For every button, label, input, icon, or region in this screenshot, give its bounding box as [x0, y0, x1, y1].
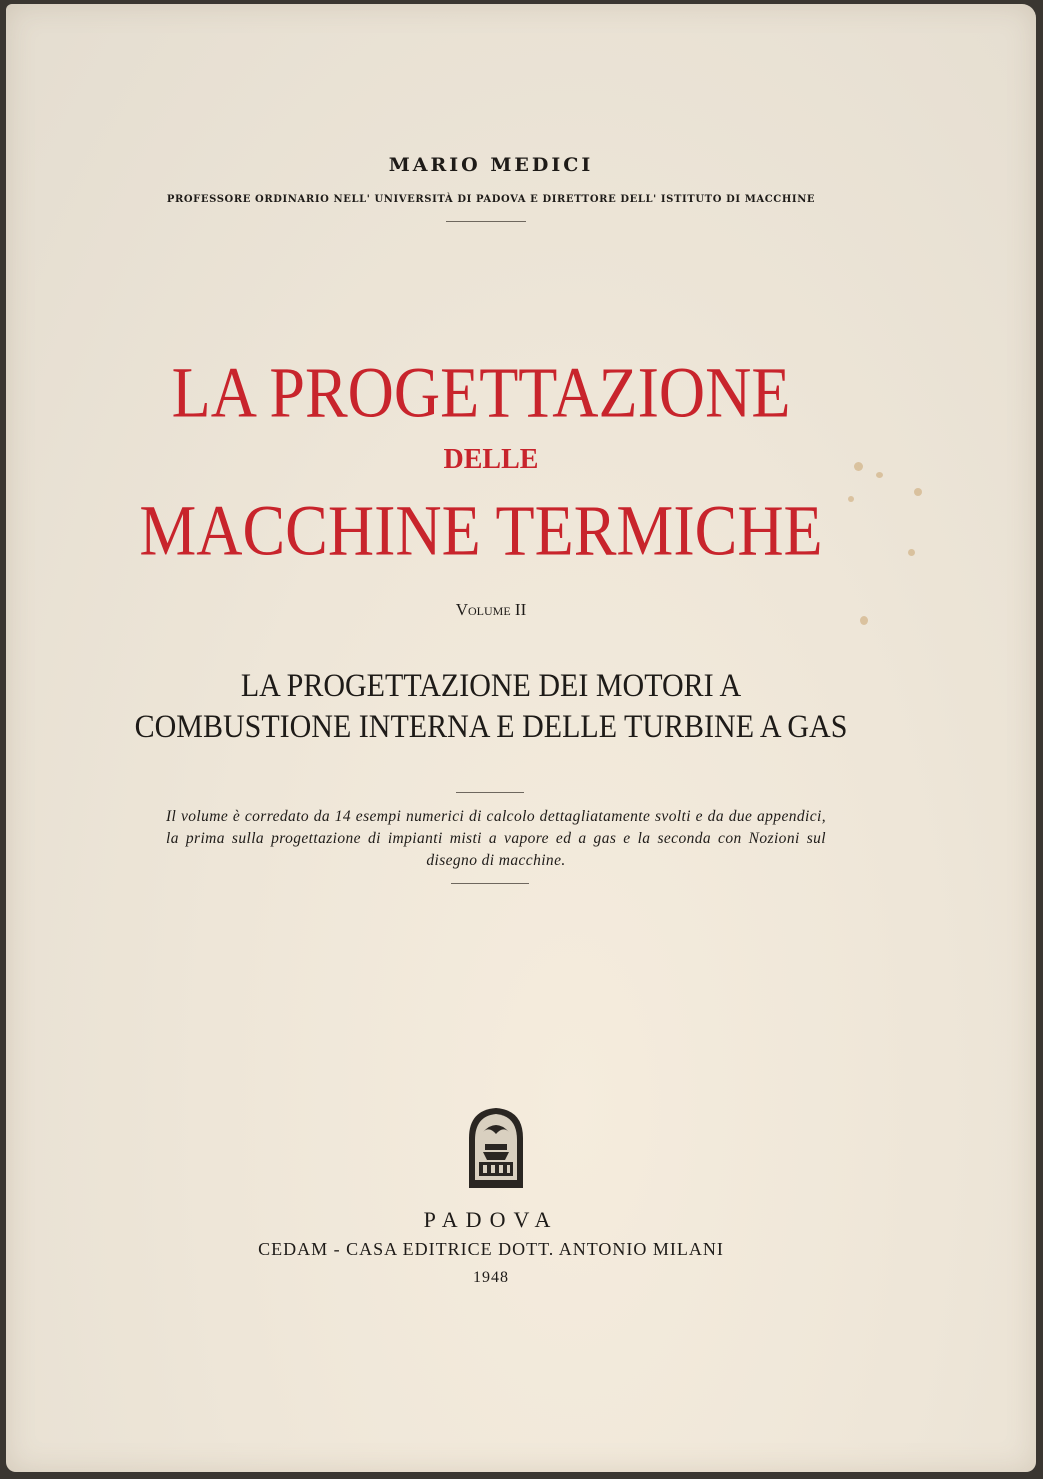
divider	[446, 221, 526, 222]
title-line-3: MACCHINE TERMICHE	[139, 490, 823, 571]
book-cover	[6, 4, 1036, 1472]
title-line-1: LA PROGETTAZIONE	[171, 352, 791, 433]
divider	[456, 792, 524, 793]
title-line-2: DELLE	[443, 444, 539, 475]
publication-year: 1948	[473, 1269, 509, 1286]
author-name: MARIO MEDICI	[388, 154, 594, 176]
divider	[451, 883, 529, 884]
volume-label: Volume II	[455, 600, 527, 619]
subtitle-line-2: COMBUSTIONE INTERNA E DELLE TURBINE A GAS	[134, 708, 848, 745]
publication-city: PADOVA	[423, 1207, 559, 1232]
publisher-name: CEDAM - CASA EDITRICE DOTT. ANTONIO MILANI	[258, 1239, 724, 1259]
subtitle-line-1: LA PROGETTAZIONE DEI MOTORI A	[240, 667, 742, 704]
volume-description: Il volume è corredato da 14 esempi numerici di calcolo dettagliatamente svolti e da due appendici, la prima sulla progettazione di impianti misti a vapore ed a gas e la seconda con Nozioni sul disegno di macchine.	[166, 808, 826, 869]
author-affiliation: PROFESSORE ORDINARIO NELL' UNIVERSITÀ DI PADOVA E DIRETTORE DELL' ISTITUTO DI MACCHINE	[166, 194, 816, 205]
publisher-emblem-icon	[461, 1104, 531, 1194]
